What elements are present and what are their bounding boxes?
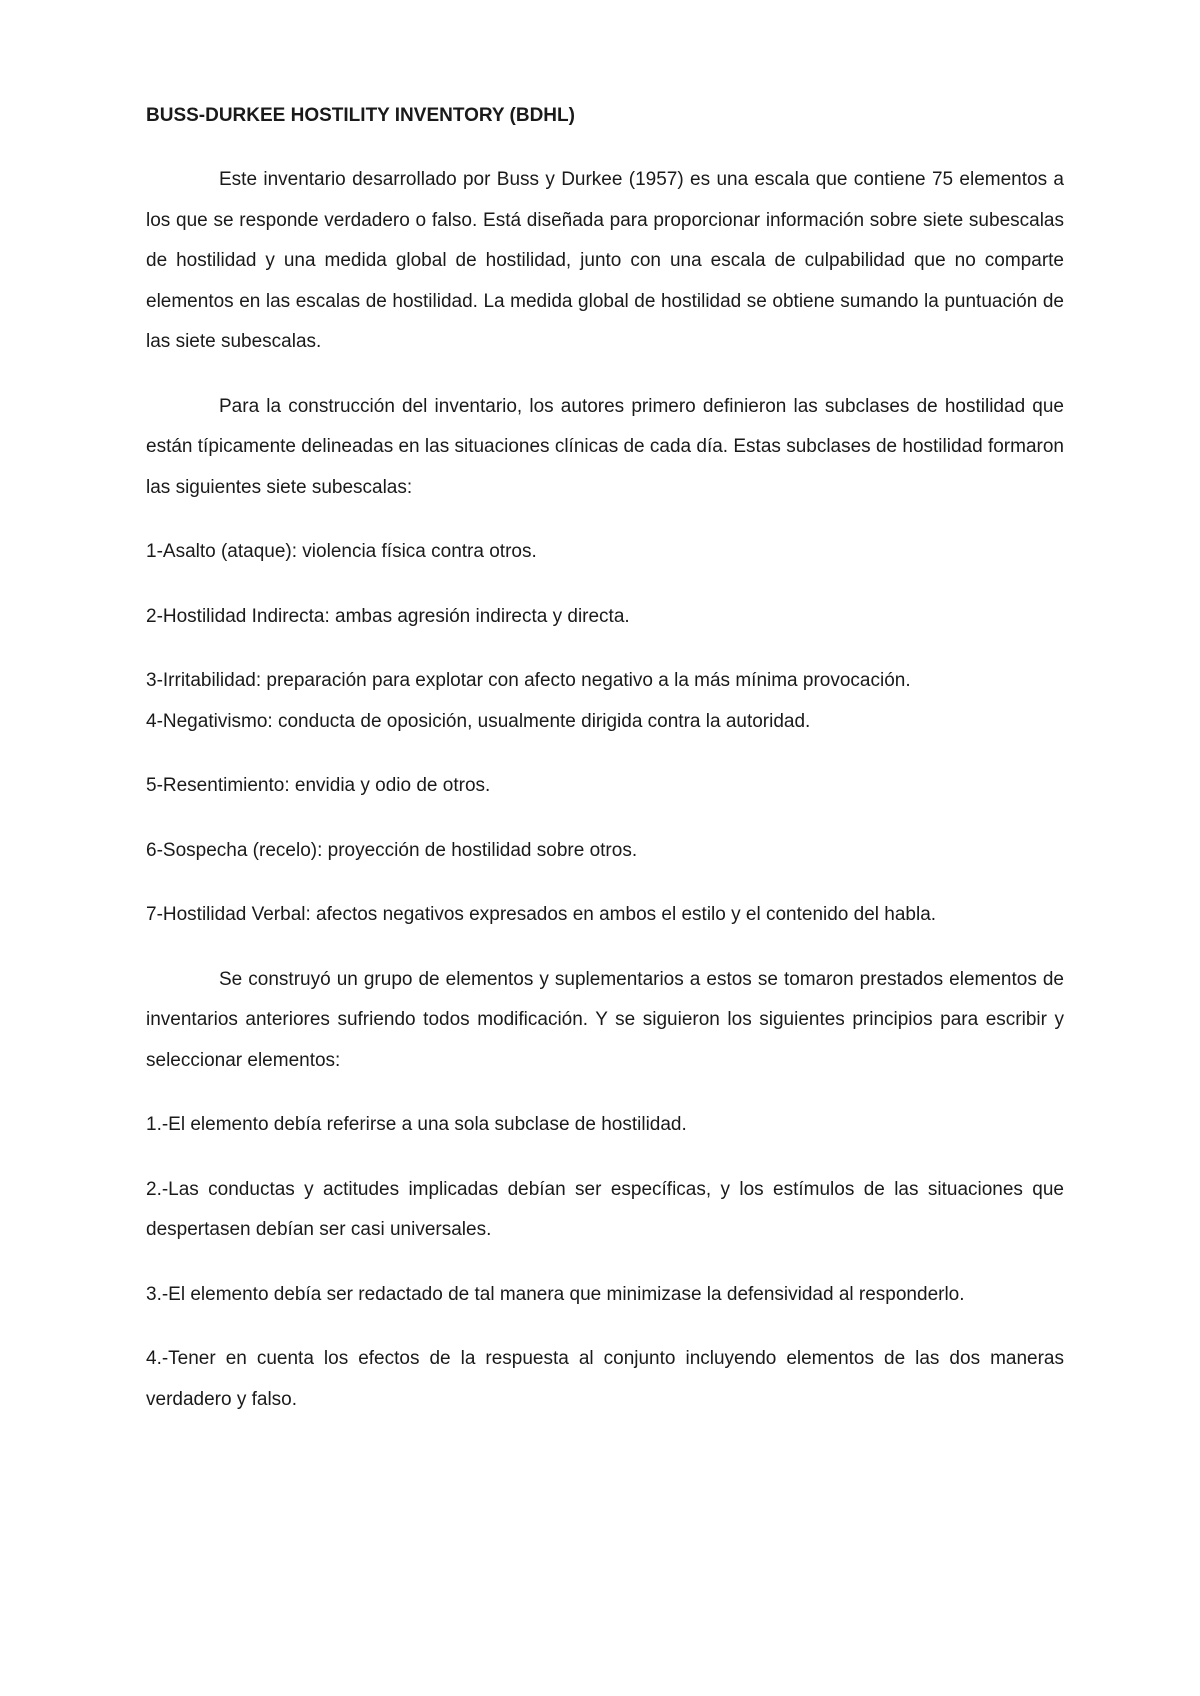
- subscale-item-negativismo: 4-Negativismo: conducta de oposición, usualmente dirigida contra la autoridad.: [146, 710, 811, 732]
- document-body: [146, 96, 1064, 1444]
- principle-item-3: 3.-El elemento debía ser redactado de tal manera que minimizase la defensividad al responderlo.: [146, 1283, 965, 1305]
- principle-item-1: 1.-El elemento debía referirse a una sola subclase de hostilidad.: [146, 1114, 687, 1135]
- principle-item-2: 2.-Las conductas y actitudes implicadas debían ser específicas, y los estímulos de las situaciones que despertasen debían ser casi universales.: [146, 1178, 1064, 1240]
- construction-paragraph: Para la construcción del inventario, los autores primero definieron las subclases de hostilidad que están típicamente delineadas en las situaciones clínicas de cada día. Estas subclases de hostilidad formaron las siguientes siete subescalas:: [146, 395, 1064, 498]
- subscale-item-hostilidad-verbal: 7-Hostilidad Verbal: afectos negativos expresados en ambos el estilo y el contenido del habla.: [146, 904, 937, 925]
- intro-paragraph: Este inventario desarrollado por Buss y Durkee (1957) es una escala que contiene 75 elementos a los que se responde verdadero o falso. Está diseñada para proporcionar información sobre siete subescalas de hostilidad y una medida global de hostilidad, junto con una escala de culpabilidad que no comparte elementos en las escalas de hostilidad. La medida global de hostilidad se obtiene sumando la puntuación de las siete subescalas.: [146, 169, 1064, 352]
- subscale-item-sospecha: 6-Sospecha (recelo): proyección de hostilidad sobre otros.: [146, 839, 638, 861]
- subscale-item-hostilidad-indirecta: 2-Hostilidad Indirecta: ambas agresión indirecta y directa.: [146, 605, 630, 627]
- subscale-item-resentimiento: 5-Resentimiento: envidia y odio de otros.: [146, 775, 491, 796]
- document-title: BUSS-DURKEE HOSTILITY INVENTORY (BDHL): [146, 105, 575, 126]
- subscale-item-irritabilidad: 3-Irritabilidad: preparación para explotar con afecto negativo a la más mínima provocación.: [146, 670, 911, 691]
- subscale-item-asalto: 1-Asalto (ataque): violencia física contra otros.: [146, 541, 537, 562]
- principles-paragraph: Se construyó un grupo de elementos y suplementarios a estos se tomaron prestados elementos de inventarios anteriores sufriendo todos modificación. Y se siguieron los siguientes principios para escribir y seleccionar elementos:: [146, 968, 1064, 1071]
- principle-item-4: 4.-Tener en cuenta los efectos de la respuesta al conjunto incluyendo elementos de las dos maneras verdadero y falso.: [146, 1348, 1064, 1410]
